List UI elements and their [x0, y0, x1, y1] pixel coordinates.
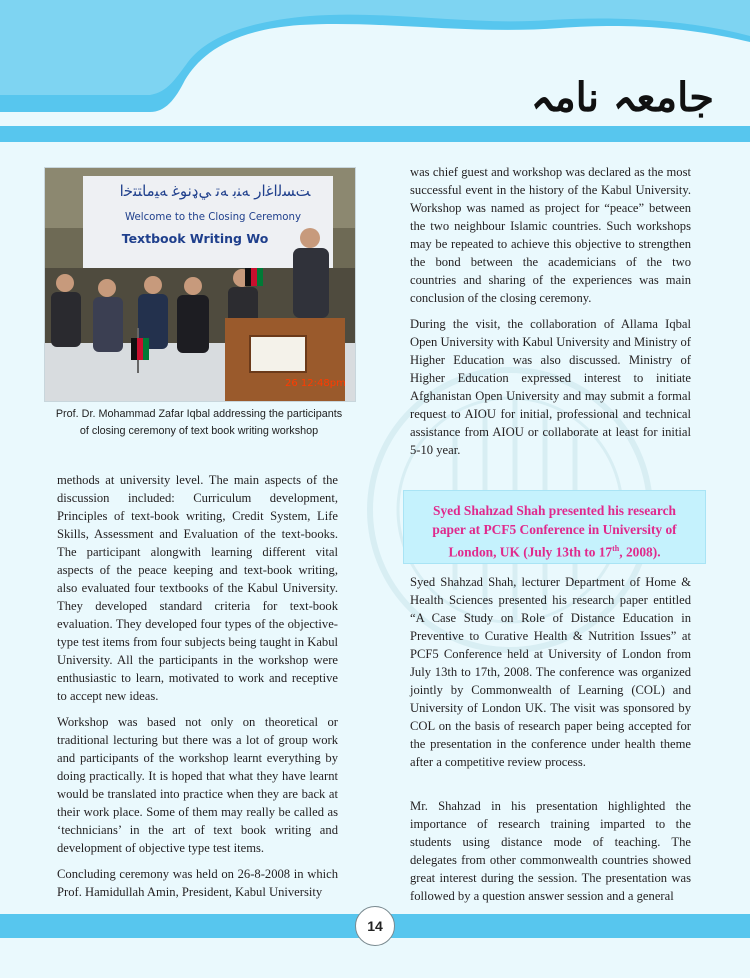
- heading-line-3-pre: London, UK (July 13th to 17: [448, 544, 613, 560]
- page-number: 14: [355, 906, 395, 946]
- paragraph: During the visit, the collaboration of Allama Iqbal Open University with Kabul University and Ministry of Higher Education was also discussed. Ministry of Higher Education expressed interest to initiate Afghanistan Open University and may submit a formal request to AIOU for initial, professional and technical assistance from AIOU or collaborate at least for initial 5-10 year.: [410, 317, 691, 457]
- paragraph: methods at university level. The main aspects of the discussion included: Curriculum development, Principles of text-book writing, Credit System, Life Skills, Assessment and Evaluation of the text-books. The participant alongwith learning different vital aspects of the peace keeping and text-book writing, also evaluated four textbooks of the Kabul University. They developed standard criteria for text-book evaluation. They developed four types of the objective-type test items from four subjects being taught in Kabul University. All the participants in the workshop were enthusiastic to learn, motivated to work and receptive to accept new ideas.: [57, 473, 338, 703]
- heading-superscript: th: [612, 544, 620, 553]
- photo-banner-line3: Textbook Writing Wo: [121, 231, 269, 246]
- caption-line-2: of closing ceremony of text book writing workshop: [79, 425, 319, 437]
- right-column-bottom: [410, 573, 691, 931]
- paragraph: Mr. Shahzad in his presentation highlighted the importance of research training imparted to the students using distance mode of teaching. The delegates from other commonwealth countries showed great interest during the session. The presentation was followed by a question answer session and a general: [410, 799, 691, 903]
- workshop-photo: [44, 167, 356, 402]
- paragraph: Workshop was based not only on theoretical or traditional lecturing but there was a lot of group work and participants of the workshop learnt everything by doing practically. It is hoped that what they have learnt would be translated into practice when they are back at their work place. Some of them may really be called as ‘technicians’ in the art of text book writing and development of objective type test items.: [57, 715, 338, 855]
- heading-line-2: paper at PCF5 Conference in University of: [432, 522, 677, 537]
- left-column: [57, 471, 338, 909]
- photo-banner-line2: Welcome to the Closing Ceremony: [125, 212, 301, 223]
- ceremony-photo-illustration: [45, 168, 355, 401]
- heading-line-3-post: , 2008).: [619, 544, 661, 560]
- heading-line-3: [404, 539, 705, 561]
- svg-text:ﺖﺴﻟﺍﻏﺍﺭ ﻪﻨﺑ ﻪﺗ ﻲډﻧﻮﻏ ﻪﻴﻣﺎﺘﺘﺧﺍ: ﺖﺴﻟﺍﻏﺍﺭ ﻪﻨﺑ ﻪﺗ ﻲډﻧﻮﻏ ﻪﻴﻣﺎﺘﺘﺧﺍ: [119, 182, 311, 200]
- right-column-top: [410, 163, 691, 467]
- masthead-title: جامعہ نامہ: [530, 74, 714, 121]
- caption-line-1: Prof. Dr. Mohammad Zafar Iqbal addressing the participants: [55, 408, 343, 420]
- header-wave: [0, 0, 750, 145]
- paragraph: Syed Shahzad Shah, lecturer Department of Home & Health Sciences presented his research paper entitled “A Case Study on Role of Distance Education in Preventive to Curative Health & Nutrition Issues” at PCF5 Conference held at University of London from July 13th to 17th, 2008. The conference was organized jointly by Commonwealth of Learning (COL) and University of London UK. The visit was sponsored by COL on the basis of research paper being accepted for the presentation in the conference under health theme after a competitive review process.: [410, 575, 691, 769]
- photo-timestamp: 26 12:48pm: [285, 378, 346, 389]
- article-heading-box: [403, 490, 706, 564]
- photo-caption: [44, 406, 354, 440]
- heading-line-1: Syed Shahzad Shah presented his research: [433, 503, 676, 518]
- paragraph: was chief guest and workshop was declared as the most successful event in the history of the Kabul University. Workshop was named as project for “peace” between the two neighbour Islamic countries. Such workshops may be repeated to achieve this objective to strengthen the bond between the academicians of the two countries and sharing of the experiences was main conclusion of the closing ceremony.: [410, 165, 691, 305]
- paragraph: Concluding ceremony was held on 26-8-2008 in which Prof. Hamidullah Amin, President, Kabul University: [57, 867, 338, 899]
